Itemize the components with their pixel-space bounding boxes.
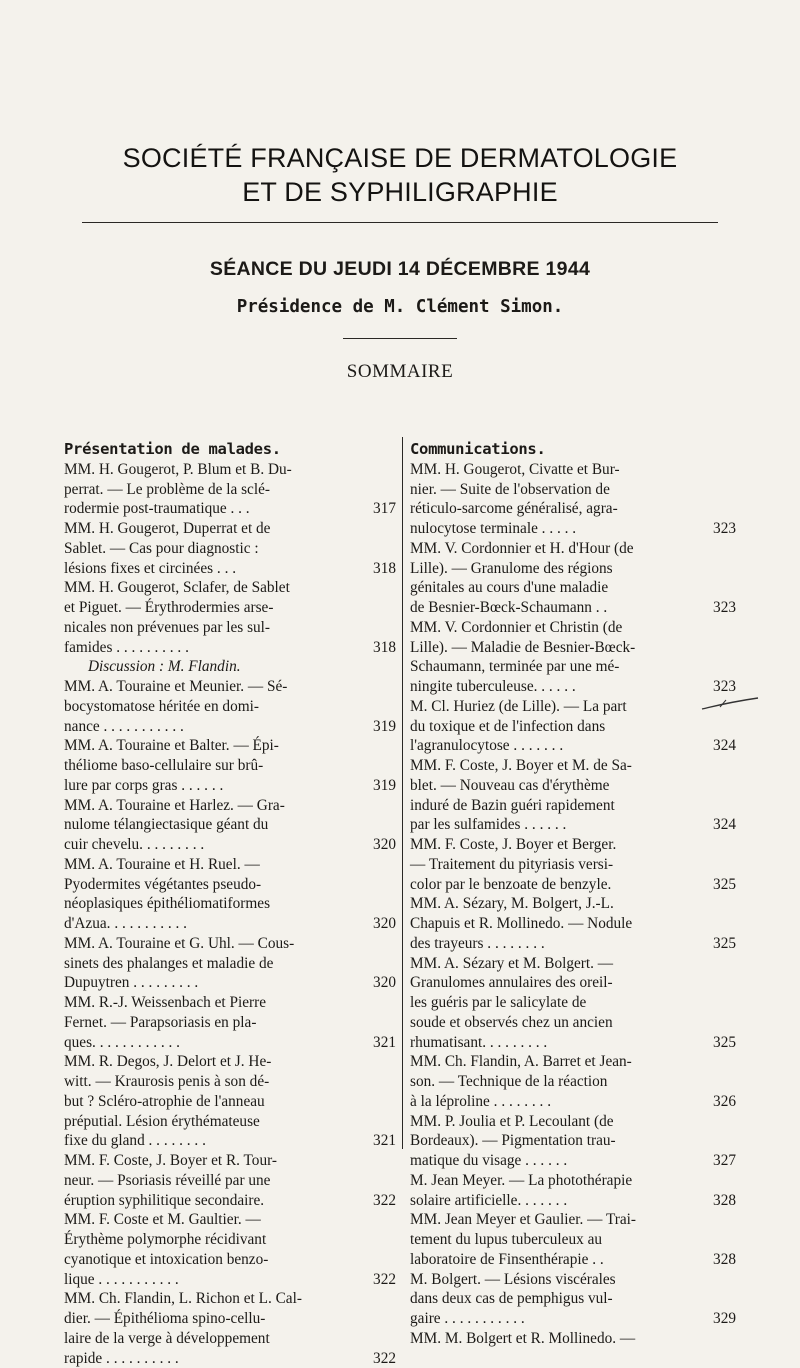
toc-entry-line: son. — Technique de la réaction <box>410 1072 736 1092</box>
toc-page-number: 323 <box>713 677 736 697</box>
toc-entry-line: MM. M. Bolgert et R. Mollinedo. — <box>410 1329 736 1349</box>
toc-entry-line: MM. F. Coste, J. Boyer et M. de Sa- <box>410 756 736 776</box>
toc-entry-line: gaire . . . . . . . . . . . <box>410 1309 736 1329</box>
toc-entry <box>410 894 736 953</box>
toc-entry-line: ques. . . . . . . . . . . . <box>64 1033 394 1053</box>
toc-entry-line: neur. — Psoriasis réveillé par une <box>64 1171 394 1191</box>
society-title-line1: SOCIÉTÉ FRANÇAISE DE DERMATOLOGIE <box>0 143 800 174</box>
toc-entry <box>410 539 736 618</box>
toc-page-number: 325 <box>713 875 736 895</box>
toc-entry-line: MM. H. Gougerot, P. Blum et B. Du- <box>64 460 394 480</box>
toc-entry-line: cyanotique et intoxication benzo- <box>64 1250 394 1270</box>
toc-page-number: 326 <box>713 1092 736 1112</box>
toc-entry <box>410 1329 736 1349</box>
toc-entry-line: bocystomatose héritée en domi- <box>64 697 394 717</box>
toc-entry-line: néoplasiques épithéliomatiformes <box>64 894 394 914</box>
toc-page-number: 322 <box>373 1191 396 1211</box>
toc-entry-line: blet. — Nouveau cas d'érythème <box>410 776 736 796</box>
toc-entry <box>410 1270 736 1329</box>
toc-entry-line: matique du visage . . . . . . <box>410 1151 736 1171</box>
toc-entry-line: dans deux cas de pemphigus vul- <box>410 1289 736 1309</box>
right-column <box>410 440 736 1349</box>
toc-entry-line: Pyodermites végétantes pseudo- <box>64 875 394 895</box>
toc-entry <box>64 519 394 578</box>
toc-page-number: 321 <box>373 1033 396 1053</box>
toc-entry <box>410 1210 736 1269</box>
pencil-mark <box>700 696 760 712</box>
toc-entry <box>64 657 394 677</box>
toc-entry-line: rhumatisant. . . . . . . . . <box>410 1033 736 1053</box>
toc-entry-line: — Traitement du pityriasis versi- <box>410 855 736 875</box>
toc-entry-line: Lille). — Granulome des régions <box>410 559 736 579</box>
toc-entry-line: nier. — Suite de l'observation de <box>410 480 736 500</box>
toc-entry-line: MM. F. Coste, J. Boyer et R. Tour- <box>64 1151 394 1171</box>
toc-entry-line: dier. — Épithélioma spino-cellu- <box>64 1309 394 1329</box>
toc-entry-line: cuir chevelu. . . . . . . . . <box>64 835 394 855</box>
toc-entry-line: MM. F. Coste et M. Gaultier. — <box>64 1210 394 1230</box>
toc-entry <box>410 697 736 756</box>
toc-entry-line: nicales non prévenues par les sul- <box>64 618 394 638</box>
toc-entry-line: Dupuytren . . . . . . . . . <box>64 973 394 993</box>
toc-entry <box>410 835 736 894</box>
toc-entry <box>64 934 394 993</box>
toc-entry-line: MM. A. Touraine et G. Uhl. — Cous- <box>64 934 394 954</box>
toc-entry-line: rapide . . . . . . . . . . <box>64 1349 394 1368</box>
toc-entry-line: induré de Bazin guéri rapidement <box>410 796 736 816</box>
toc-entry-line: réticulo-sarcome généralisé, agra- <box>410 499 736 519</box>
toc-page-number: 322 <box>373 1270 396 1290</box>
toc-entry <box>64 855 394 934</box>
toc-entry <box>64 736 394 795</box>
toc-page-number: 320 <box>373 973 396 993</box>
toc-entry-line: de Besnier-Bœck-Schaumann . . <box>410 598 736 618</box>
toc-entry <box>64 460 394 519</box>
toc-entry-line: MM. A. Touraine et Meunier. — Sé- <box>64 677 394 697</box>
toc-entry-line: M. Cl. Huriez (de Lille). — La part <box>410 697 736 717</box>
toc-entry-line: rodermie post-traumatique . . . <box>64 499 394 519</box>
toc-page-number: 319 <box>373 776 396 796</box>
toc-entry-line: préputial. Lésion érythémateuse <box>64 1112 394 1132</box>
toc-page-number: 318 <box>373 559 396 579</box>
toc-entry-line: nance . . . . . . . . . . . <box>64 717 394 737</box>
toc-page-number: 325 <box>713 1033 736 1053</box>
toc-entry <box>64 578 394 657</box>
toc-page-number: 324 <box>713 815 736 835</box>
toc-entry-line: sinets des phalanges et maladie de <box>64 954 394 974</box>
left-column <box>64 440 394 1368</box>
toc-page-number: 323 <box>713 598 736 618</box>
toc-entry-line: MM. H. Gougerot, Duperrat et de <box>64 519 394 539</box>
presidence-line: Présidence de M. Clément Simon. <box>0 297 800 317</box>
toc-entry <box>64 1289 394 1368</box>
toc-entry-line: MM. A. Sézary, M. Bolgert, J.-L. <box>410 894 736 914</box>
toc-entry-line: but ? Scléro-atrophie de l'anneau <box>64 1092 394 1112</box>
toc-entry <box>410 460 736 539</box>
toc-entry-line: laboratoire de Finsenthérapie . . <box>410 1250 736 1270</box>
toc-page-number: 329 <box>713 1309 736 1329</box>
toc-entry-line: solaire artificielle. . . . . . . <box>410 1191 736 1211</box>
seance-heading: SÉANCE DU JEUDI 14 DÉCEMBRE 1944 <box>0 258 800 281</box>
toc-entry-line: MM. H. Gougerot, Civatte et Bur- <box>410 460 736 480</box>
toc-entry-line: Discussion : M. Flandin. <box>88 657 394 677</box>
toc-entry-line: par les sulfamides . . . . . . <box>410 815 736 835</box>
toc-entry <box>410 1112 736 1171</box>
toc-entry-line: MM. V. Cordonnier et Christin (de <box>410 618 736 638</box>
toc-entry-line: Érythème polymorphe récidivant <box>64 1230 394 1250</box>
toc-entry-line: MM. Ch. Flandin, L. Richon et L. Cal- <box>64 1289 394 1309</box>
toc-entry-line: color par le benzoate de benzyle. <box>410 875 736 895</box>
toc-entry-line: MM. A. Sézary et M. Bolgert. — <box>410 954 736 974</box>
toc-entry <box>410 756 736 835</box>
toc-entry <box>64 677 394 736</box>
toc-entry-line: ningite tuberculeuse. . . . . . <box>410 677 736 697</box>
society-title-line2: ET DE SYPHILIGRAPHIE <box>0 177 800 208</box>
toc-entry <box>64 1052 394 1151</box>
toc-entry-line: Schaumann, terminée par une mé- <box>410 657 736 677</box>
toc-entry-line: MM. R.-J. Weissenbach et Pierre <box>64 993 394 1013</box>
toc-entry <box>410 954 736 1053</box>
toc-entry-line: fixe du gland . . . . . . . . <box>64 1131 394 1151</box>
toc-page-number: 320 <box>373 914 396 934</box>
toc-entry-line: MM. A. Touraine et H. Ruel. — <box>64 855 394 875</box>
short-rule <box>343 338 457 339</box>
toc-entry-line: Granulomes annulaires des oreil- <box>410 973 736 993</box>
toc-page-number: 319 <box>373 717 396 737</box>
left-entries <box>64 460 394 1368</box>
toc-entry-line: lésions fixes et circinées . . . <box>64 559 394 579</box>
toc-page-number: 328 <box>713 1250 736 1270</box>
toc-entry-line: M. Bolgert. — Lésions viscérales <box>410 1270 736 1290</box>
toc-entry <box>64 993 394 1052</box>
toc-page-number: 325 <box>713 934 736 954</box>
toc-entry-line: laire de la verge à développement <box>64 1329 394 1349</box>
toc-page-number: 328 <box>713 1191 736 1211</box>
toc-entry-line: à la léproline . . . . . . . . <box>410 1092 736 1112</box>
toc-entry <box>410 1052 736 1111</box>
toc-entry-line: MM. H. Gougerot, Sclafer, de Sablet <box>64 578 394 598</box>
toc-entry <box>64 1151 394 1210</box>
toc-page-number: 322 <box>373 1349 396 1368</box>
toc-page-number: 320 <box>373 835 396 855</box>
toc-entry-line: lure par corps gras . . . . . . <box>64 776 394 796</box>
toc-entry-line: des trayeurs . . . . . . . . <box>410 934 736 954</box>
title-rule <box>82 222 718 223</box>
toc-page-number: 318 <box>373 638 396 658</box>
toc-entry-line: soude et observés chez un ancien <box>410 1013 736 1033</box>
toc-entry-line: Lille). — Maladie de Besnier-Bœck- <box>410 638 736 658</box>
toc-entry-line: Chapuis et R. Mollinedo. — Nodule <box>410 914 736 934</box>
toc-entry-line: d'Azua. . . . . . . . . . . <box>64 914 394 934</box>
toc-entry-line: MM. V. Cordonnier et H. d'Hour (de <box>410 539 736 559</box>
toc-entry-line: et Piguet. — Érythrodermies arse- <box>64 598 394 618</box>
toc-entry-line: witt. — Kraurosis penis à son dé- <box>64 1072 394 1092</box>
toc-entry-line: MM. A. Touraine et Balter. — Épi- <box>64 736 394 756</box>
toc-entry <box>410 1171 736 1211</box>
toc-entry-line: lique . . . . . . . . . . . <box>64 1270 394 1290</box>
toc-entry-line: perrat. — Le problème de la sclé- <box>64 480 394 500</box>
toc-entry-line: nulome télangiectasique géant du <box>64 815 394 835</box>
toc-entry-line: théliome baso-cellulaire sur brû- <box>64 756 394 776</box>
toc-entry-line: tement du lupus tuberculeux au <box>410 1230 736 1250</box>
toc-entry-line: du toxique et de l'infection dans <box>410 717 736 737</box>
toc-entry-line: Fernet. — Parapsoriasis en pla- <box>64 1013 394 1033</box>
toc-entry-line: l'agranulocytose . . . . . . . <box>410 736 736 756</box>
sommaire-heading: SOMMAIRE <box>0 361 800 383</box>
toc-entry <box>410 618 736 697</box>
toc-page-number: 321 <box>373 1131 396 1151</box>
toc-page-number: 324 <box>713 736 736 756</box>
column-divider <box>402 437 403 1149</box>
toc-entry-line: génitales au cours d'une maladie <box>410 578 736 598</box>
toc-entry-line: MM. A. Touraine et Harlez. — Gra- <box>64 796 394 816</box>
toc-page-number: 323 <box>713 519 736 539</box>
toc-page-number: 317 <box>373 499 396 519</box>
toc-entry-line: Sablet. — Cas pour diagnostic : <box>64 539 394 559</box>
toc-entry <box>64 1210 394 1289</box>
toc-entry-line: M. Jean Meyer. — La photothérapie <box>410 1171 736 1191</box>
toc-entry-line: MM. P. Joulia et P. Lecoulant (de <box>410 1112 736 1132</box>
toc-entry-line: MM. Ch. Flandin, A. Barret et Jean- <box>410 1052 736 1072</box>
right-entries <box>410 460 736 1349</box>
section-title-presentations: Présentation de malades. <box>64 440 394 460</box>
toc-entry-line: MM. R. Degos, J. Delort et J. He- <box>64 1052 394 1072</box>
toc-entry-line: MM. Jean Meyer et Gaulier. — Trai- <box>410 1210 736 1230</box>
toc-entry-line: nulocytose terminale . . . . . <box>410 519 736 539</box>
toc-entry-line: MM. F. Coste, J. Boyer et Berger. <box>410 835 736 855</box>
toc-entry <box>64 796 394 855</box>
toc-page-number: 327 <box>713 1151 736 1171</box>
toc-entry-line: éruption syphilitique secondaire. <box>64 1191 394 1211</box>
section-title-communications: Communications. <box>410 440 736 460</box>
toc-entry-line: les guéris par le salicylate de <box>410 993 736 1013</box>
toc-entry-line: Bordeaux). — Pigmentation trau- <box>410 1131 736 1151</box>
toc-entry-line: famides . . . . . . . . . . <box>64 638 394 658</box>
